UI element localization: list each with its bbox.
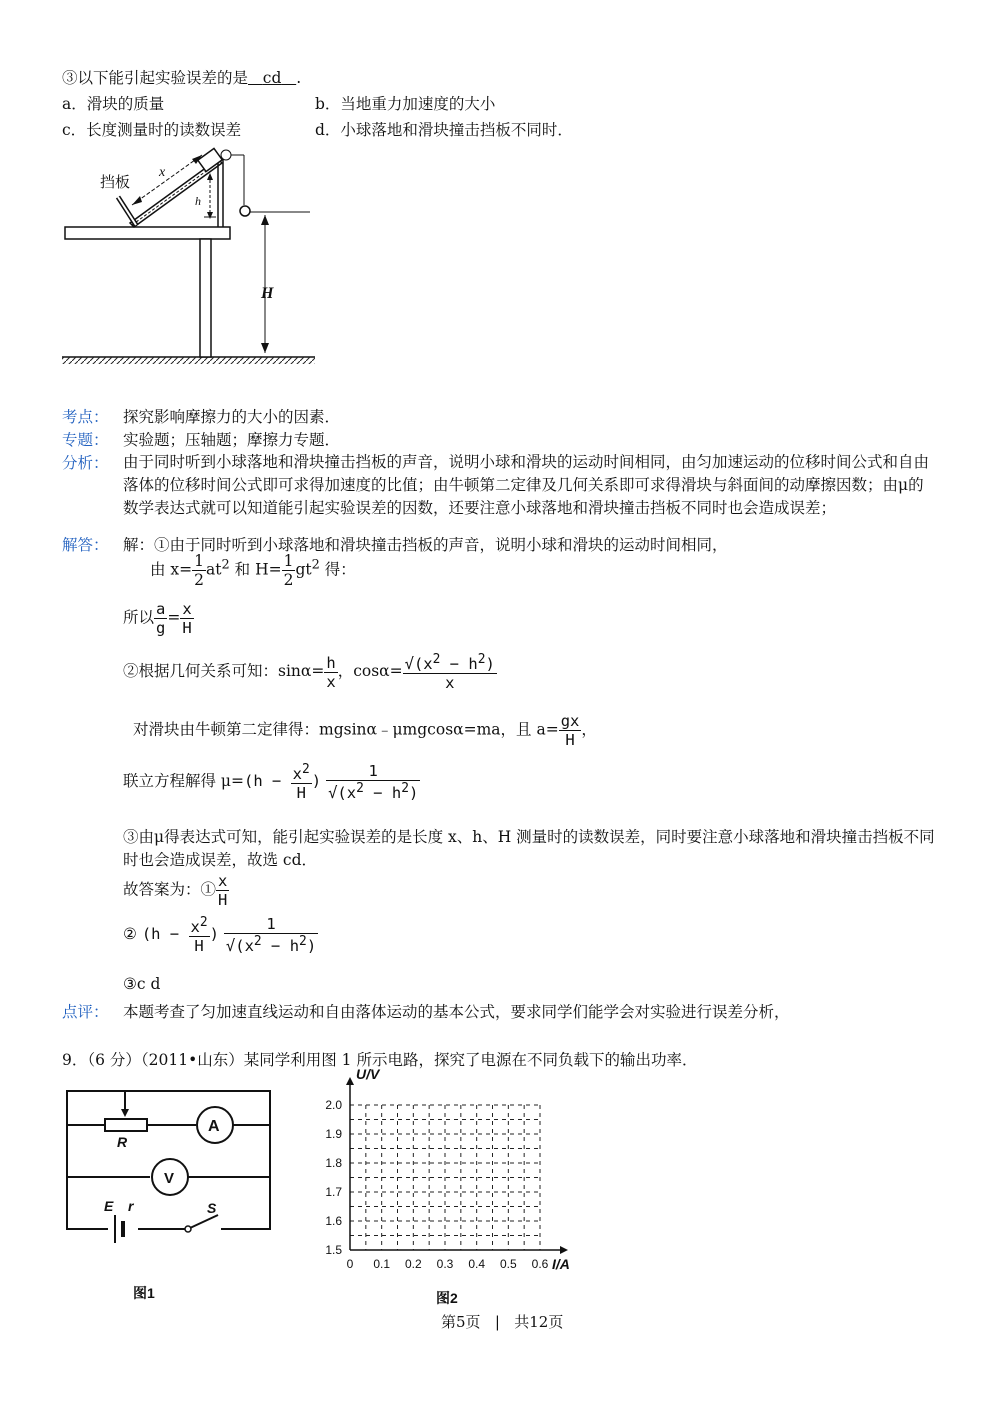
x-tick-label: 0.1 (373, 1257, 391, 1271)
page-number: 第5页 (441, 1313, 481, 1331)
q9-text: 9．（6 分）（2011•山东）某同学利用图 1 所示电路，探究了电源在不同负载下的输出功率． (62, 1051, 698, 1069)
circuit-figure (60, 1085, 280, 1245)
fig1-caption: 图1 (133, 1285, 155, 1301)
label-A: A (208, 1118, 220, 1135)
frac-a-g: $\frac{a}{g}$ (156, 600, 166, 637)
x-tick-label: 0.3 (436, 1257, 454, 1271)
ui-chart (300, 1068, 590, 1283)
y-axis-label: U/V (356, 1068, 380, 1082)
fenxi-text: 由于同时听到小球落地和滑块撞击挡板的声音，说明小球和滑块的运动时间相同，由匀加速运动的位移时间公式和自由落体的位移时间公式即可求得加速度的比值；由牛顿第二定律及几何关系即可求得滑块与斜面间的动摩擦因数；由μ的数学表达式就可以知道能引起实验误差的因数，还要注意小球落地和滑块撞击挡板不同时也会造成误差； (123, 453, 930, 517)
table-leg (200, 239, 211, 357)
option-b: b．当地重力加速度的大小 (315, 95, 496, 113)
fenxi-label: 分析： (62, 454, 109, 472)
rheostat (105, 1119, 147, 1131)
zhuanti-label: 专题： (62, 431, 109, 449)
apparatus-figure (60, 145, 330, 385)
x-tick-label: 0.6 (531, 1257, 549, 1271)
footer-separator: | (494, 1313, 500, 1331)
equation-newton: 对滑块由牛顿第二定律得：mgsinα﹣μmgcosα=ma，且 a= $\frac{gx}{H}$ ， (133, 712, 597, 749)
x-tick-label: 0.2 (404, 1257, 422, 1271)
table-top (65, 227, 230, 239)
kaodian-text: 探究影响摩擦力的大小的因素． (123, 408, 341, 426)
label-S: S (207, 1200, 217, 1216)
x-tick-label: 0.4 (468, 1257, 486, 1271)
zhuanti-text: 实验题；压轴题；摩擦力专题． (123, 431, 341, 449)
frac-x2-H: $\frac{x^2}{H}$ (190, 915, 208, 956)
frac-gx-H: $\frac{gx}{H}$ (560, 712, 580, 749)
frac-half: $\frac{1}{2}$ (283, 552, 294, 589)
frac-h-x: $\frac{h}{x}$ (326, 653, 336, 691)
option-a: a．滑块的质量 (62, 95, 165, 113)
frac-x2-H: $\frac{x^2}{H}$ (292, 762, 310, 803)
answer-3: ③c d (123, 975, 161, 993)
frac-1-sqrt: $\frac{1}{√(x^2 - h^2)}$ (328, 762, 419, 803)
label-E: E (104, 1198, 114, 1214)
frac-1-sqrt: $\frac{1}{√(x^2 - h^2)}$ (225, 915, 317, 956)
equation-mu: 联立方程解得 μ=(h − $\frac{x^2}{H}$ ) $\frac{1}{√(x^2 - h^2)}$ (123, 762, 419, 803)
frac-x-H: $\frac{x}{H}$ (182, 600, 192, 637)
label-baffle: 挡板 (100, 174, 131, 191)
x-tick-label: 0 (346, 1257, 354, 1271)
label-r: r (128, 1198, 134, 1214)
equation-kinematics: 由 x= $\frac{1}{2}$ $at^2$ 和 H= $\frac{1}{2}$ $gt^2$ 得： (150, 552, 356, 589)
prompt-text: ③以下能引起实验误差的是 (62, 69, 249, 87)
answer-1: 故答案为：① $\frac{x}{H}$ (123, 872, 228, 909)
label-V: V (164, 1170, 175, 1187)
y-tick-label: 1.9 (325, 1127, 342, 1141)
ball (240, 206, 250, 216)
option-d: d．小球落地和滑块撞击挡板不同时． (315, 121, 573, 139)
equation-geometry: ②根据几何关系可知：sinα= $\frac{h}{x}$ ，cosα= $\frac{√(x^2 - h^2)}{x}$ (123, 652, 495, 693)
y-tick-label: 1.8 (325, 1156, 342, 1170)
frac-half: $\frac{1}{2}$ (194, 552, 205, 589)
y-tick-label: 2.0 (325, 1098, 342, 1112)
label-R: R (117, 1134, 128, 1150)
ground-hatch (62, 357, 315, 364)
part3-explanation: ③由μ得表达式可知，能引起实验误差的是长度 x、h、H 测量时的读数误差，同时要注意小球落地和滑块撞击挡板不同时也会造成误差，故选 cd． (123, 828, 935, 869)
answer-2: ② (h − $\frac{x^2}{H}$ ) $\frac{1}{√(x^2 - h^2)}$ (123, 915, 317, 956)
x-axis-arrow (560, 1246, 568, 1254)
label-x: x (159, 165, 166, 180)
label-h: h (195, 194, 201, 208)
label-H: H (261, 285, 274, 302)
frac-x-H: $\frac{x}{H}$ (218, 872, 228, 909)
jieda-label: 解答： (62, 536, 109, 554)
equation-ratio: 所以 $\frac{a}{g}$ = $\frac{x}{H}$ (123, 600, 192, 637)
option-c: c．长度测量时的读数误差 (62, 121, 242, 139)
dianping-label: 点评： (62, 1003, 109, 1021)
y-tick-label: 1.7 (325, 1185, 342, 1199)
page-total: 共12页 (514, 1313, 564, 1331)
y-axis-arrow (346, 1077, 354, 1085)
dianping-text: 本题考查了匀加速直线运动和自由落体运动的基本公式，要求同学们能学会对实验进行误差分析， (123, 1003, 790, 1021)
page-footer (441, 1311, 563, 1332)
y-tick-label: 1.5 (325, 1243, 342, 1257)
frac-cos: $\frac{√(x^2 - h^2)}{x}$ (404, 652, 495, 693)
x-axis-label: I/A (552, 1256, 570, 1272)
answer-blank: cd (262, 69, 282, 87)
jieda-line1: 解：①由于同时听到小球落地和滑块撞击挡板的声音，说明小球和滑块的运动时间相同， (123, 536, 728, 554)
x-tick-label: 0.5 (499, 1257, 517, 1271)
q8-part3-prompt: ③以下能引起实验误差的是 cd . (62, 69, 302, 87)
kaodian-label: 考点： (62, 408, 109, 426)
fig2-caption: 图2 (436, 1290, 458, 1306)
y-tick-label: 1.6 (325, 1214, 342, 1228)
